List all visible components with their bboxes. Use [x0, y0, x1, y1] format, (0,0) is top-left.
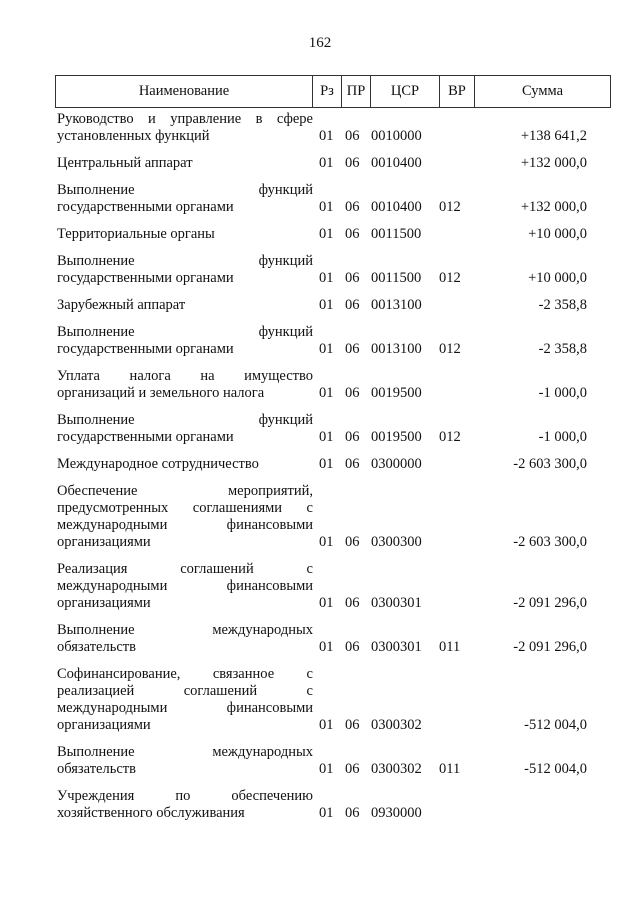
cell-pr: 06: [345, 297, 360, 313]
row-name: [57, 666, 313, 734]
table-row: [57, 412, 587, 446]
row-name-line: Уплата налога на имущество: [57, 368, 313, 384]
cell-sum: -512 004,0: [524, 761, 587, 777]
cell-vr: 011: [439, 761, 461, 777]
cell-rz: 01: [319, 226, 334, 242]
cell-sum: -2 091 296,0: [513, 595, 587, 611]
cell-pr: 06: [345, 534, 360, 550]
header-pr: ПР: [342, 76, 371, 108]
cell-sum: +132 000,0: [520, 155, 587, 171]
table-row: [57, 744, 587, 778]
row-name: [57, 412, 313, 446]
cell-sum: -2 603 300,0: [513, 534, 587, 550]
table-row: [57, 111, 587, 145]
row-name-line: международными финансовыми: [57, 578, 313, 594]
table-row: [57, 456, 587, 473]
cell-rz: 01: [319, 717, 334, 733]
row-name: [57, 253, 313, 287]
cell-csr: 0010000: [371, 128, 422, 144]
cell-rz: 01: [319, 429, 334, 445]
table-row: [57, 253, 587, 287]
cell-vr: 012: [439, 199, 461, 215]
table-row: [57, 155, 587, 172]
row-name-line: Международное сотрудничество: [57, 456, 259, 472]
row-name-line: установленных функций: [57, 128, 210, 144]
cell-pr: 06: [345, 155, 360, 171]
page-number: 162: [308, 35, 332, 51]
cell-pr: 06: [345, 429, 360, 445]
row-name-line: Выполнение международных: [57, 744, 313, 760]
cell-rz: 01: [319, 199, 334, 215]
row-name-line: организациями: [57, 534, 151, 550]
cell-pr: 06: [345, 226, 360, 242]
row-name-line: хозяйственного обслуживания: [57, 805, 245, 821]
cell-rz: 01: [319, 805, 334, 821]
row-name: [57, 324, 313, 358]
cell-sum: -1 000,0: [538, 385, 587, 401]
cell-sum: -2 358,8: [538, 297, 587, 313]
cell-csr: 0300302: [371, 717, 422, 733]
cell-rz: 01: [319, 385, 334, 401]
row-name: [57, 561, 313, 612]
cell-sum: -2 603 300,0: [513, 456, 587, 472]
cell-rz: 01: [319, 270, 334, 286]
cell-rz: 01: [319, 639, 334, 655]
cell-pr: 06: [345, 639, 360, 655]
cell-sum: +132 000,0: [520, 199, 587, 215]
cell-csr: 0010400: [371, 155, 422, 171]
table-row: [57, 324, 587, 358]
cell-sum: -1 000,0: [538, 429, 587, 445]
cell-pr: 06: [345, 128, 360, 144]
cell-csr: 0300301: [371, 639, 422, 655]
row-name-line: обязательств: [57, 639, 136, 655]
row-name-line: Территориальные органы: [57, 226, 215, 242]
row-name: [57, 744, 313, 778]
table-row: [57, 666, 587, 734]
cell-csr: 0019500: [371, 385, 422, 401]
table-header: [55, 75, 611, 108]
row-name-line: Обеспечение мероприятий,: [57, 483, 313, 499]
row-name-line: Учреждения по обеспечению: [57, 788, 313, 804]
row-name-line: реализацией соглашений с: [57, 683, 313, 699]
cell-csr: 0013100: [371, 341, 422, 357]
cell-sum: +138 641,2: [520, 128, 587, 144]
cell-vr: 012: [439, 341, 461, 357]
cell-sum: +10 000,0: [528, 270, 587, 286]
row-name-line: международными финансовыми: [57, 700, 313, 716]
cell-csr: 0300301: [371, 595, 422, 611]
row-name: [57, 483, 313, 551]
row-name-line: организациями: [57, 595, 151, 611]
cell-rz: 01: [319, 456, 334, 472]
cell-csr: 0300300: [371, 534, 422, 550]
cell-vr: 012: [439, 270, 461, 286]
row-name-line: Руководство и управление в сфере: [57, 111, 313, 127]
row-name-line: Выполнение функций: [57, 324, 313, 340]
table-row: [57, 788, 587, 822]
row-name-line: государственными органами: [57, 270, 234, 286]
cell-pr: 06: [345, 456, 360, 472]
row-name-line: Центральный аппарат: [57, 155, 193, 171]
table-row: [57, 622, 587, 656]
row-name: [57, 111, 313, 145]
table-body: [57, 111, 587, 832]
row-name-line: международными финансовыми: [57, 517, 313, 533]
cell-pr: 06: [345, 805, 360, 821]
cell-vr: 012: [439, 429, 461, 445]
cell-pr: 06: [345, 341, 360, 357]
row-name: [57, 226, 313, 243]
table-row: [57, 561, 587, 612]
row-name-line: Зарубежный аппарат: [57, 297, 186, 313]
row-name: [57, 182, 313, 216]
row-name-line: Выполнение функций: [57, 412, 313, 428]
row-name-line: Софинансирование, связанное с: [57, 666, 313, 682]
table-row: [57, 182, 587, 216]
row-name-line: Выполнение функций: [57, 253, 313, 269]
row-name: [57, 622, 313, 656]
cell-vr: 011: [439, 639, 461, 655]
cell-pr: 06: [345, 595, 360, 611]
cell-pr: 06: [345, 717, 360, 733]
cell-rz: 01: [319, 595, 334, 611]
table-row: [57, 297, 587, 314]
cell-csr: 0300302: [371, 761, 422, 777]
cell-sum: -2 091 296,0: [513, 639, 587, 655]
cell-pr: 06: [345, 199, 360, 215]
row-name-line: Выполнение международных: [57, 622, 313, 638]
cell-rz: 01: [319, 534, 334, 550]
cell-sum: -512 004,0: [524, 717, 587, 733]
cell-pr: 06: [345, 385, 360, 401]
cell-csr: 0011500: [371, 226, 422, 242]
row-name-line: предусмотренных соглашениями с: [57, 500, 313, 516]
cell-rz: 01: [319, 761, 334, 777]
cell-pr: 06: [345, 270, 360, 286]
cell-rz: 01: [319, 128, 334, 144]
header-name: Наименование: [56, 76, 313, 108]
row-name-line: организациями: [57, 717, 151, 733]
row-name: [57, 788, 313, 822]
row-name-line: организаций и земельного налога: [57, 385, 265, 401]
row-name-line: государственными органами: [57, 341, 234, 357]
row-name-line: государственными органами: [57, 429, 234, 445]
header-vr: ВР: [440, 76, 475, 108]
table-row: [57, 483, 587, 551]
row-name: [57, 297, 313, 314]
header-rz: Рз: [313, 76, 342, 108]
cell-csr: 0011500: [371, 270, 422, 286]
row-name: [57, 368, 313, 402]
cell-sum: -2 358,8: [538, 341, 587, 357]
row-name-line: Реализация соглашений с: [57, 561, 313, 577]
cell-csr: 0013100: [371, 297, 422, 313]
cell-pr: 06: [345, 761, 360, 777]
cell-rz: 01: [319, 297, 334, 313]
row-name-line: государственными органами: [57, 199, 234, 215]
cell-sum: +10 000,0: [528, 226, 587, 242]
table-row: [57, 368, 587, 402]
cell-rz: 01: [319, 155, 334, 171]
row-name-line: обязательств: [57, 761, 136, 777]
cell-csr: 0019500: [371, 429, 422, 445]
cell-csr: 0010400: [371, 199, 422, 215]
header-csr: ЦСР: [371, 76, 440, 108]
cell-csr: 0300000: [371, 456, 422, 472]
row-name: [57, 456, 313, 473]
row-name: [57, 155, 313, 172]
cell-rz: 01: [319, 341, 334, 357]
cell-csr: 0930000: [371, 805, 422, 821]
header-sum: Сумма: [475, 76, 611, 108]
table-row: [57, 226, 587, 243]
row-name-line: Выполнение функций: [57, 182, 313, 198]
